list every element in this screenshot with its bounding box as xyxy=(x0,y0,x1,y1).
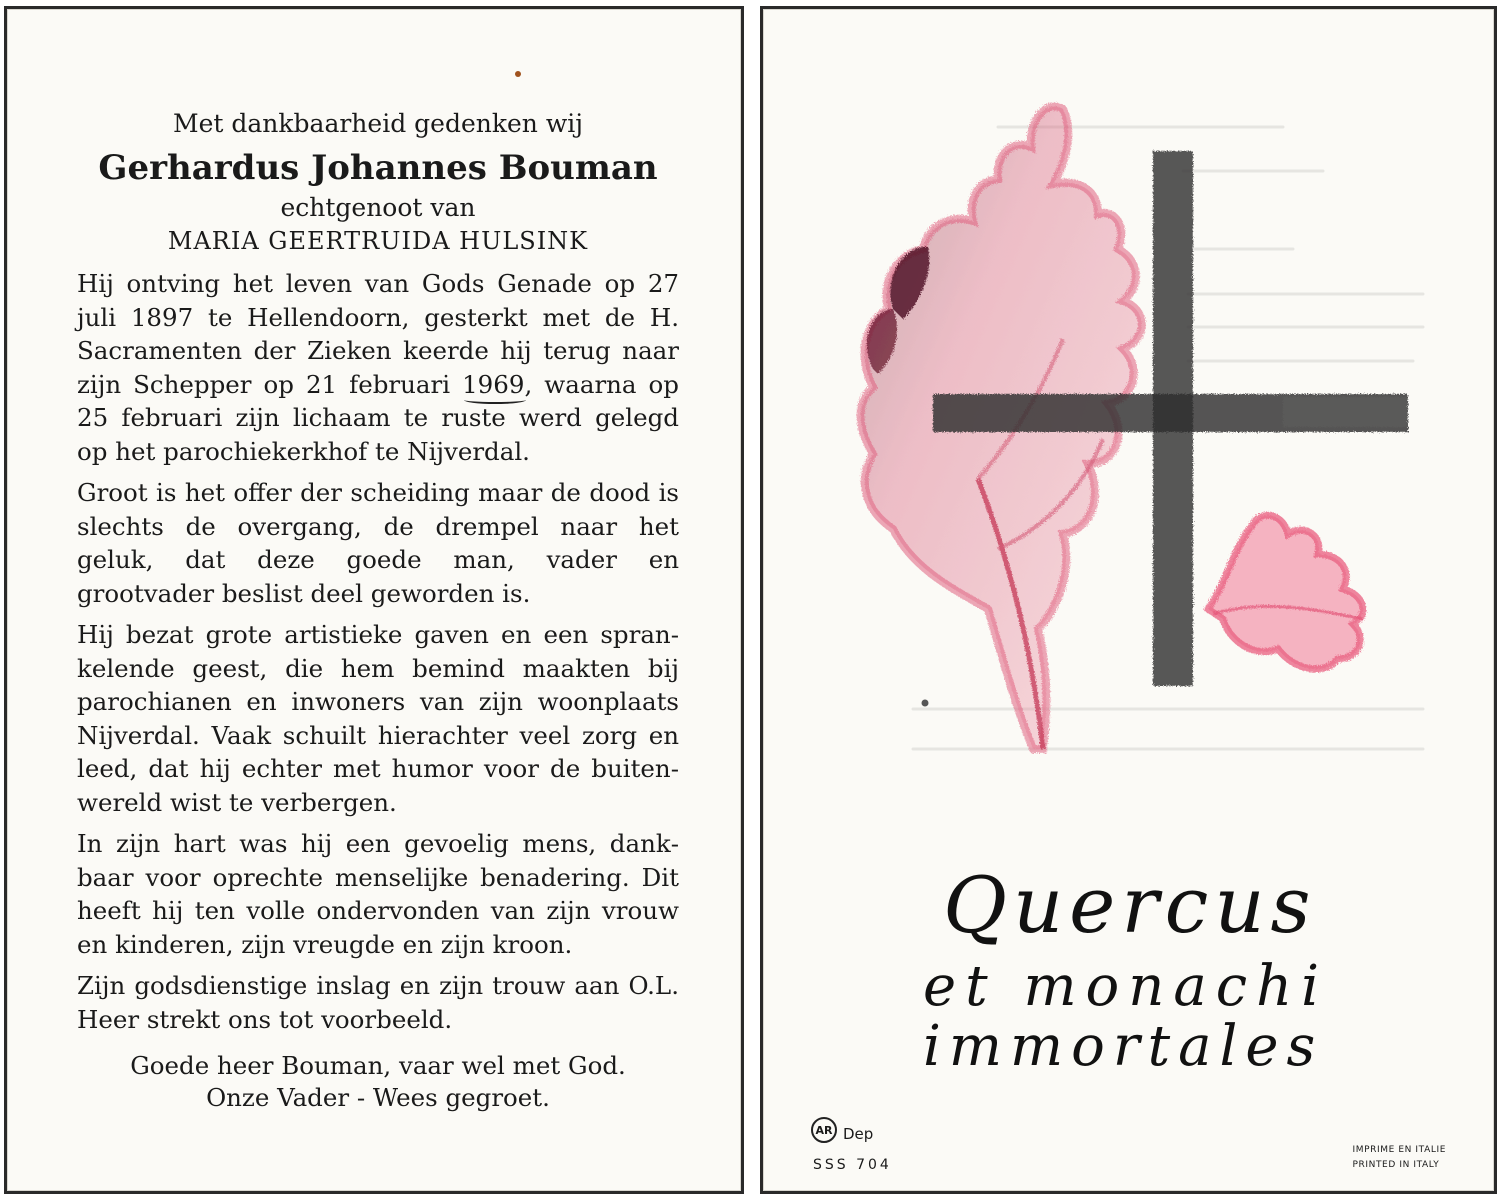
paragraph-faith: Zijn godsdienstige inslag en zijn trouw aan O.L. Heer strekt ons tot voorbeeld. xyxy=(77,971,679,1034)
imprint-line-1: IMPRIME EN ITALIE xyxy=(1352,1145,1446,1155)
publisher-logo-icon: AR xyxy=(811,1117,837,1143)
imprint-note xyxy=(1352,1143,1446,1173)
ink-speck xyxy=(922,700,929,707)
oak-leaf-small xyxy=(1208,515,1363,669)
paragraph-character: Hij bezat grote artistieke gaven en een sprankelende geest, die hem bemind maakten bij parochianen en inwoners van zijn woonplaats Nijverdal. Vaak schuilt hierachter veel zorg en leed, dat hij echter met humor voor de buitenwereld wist te verbergen. xyxy=(77,620,679,817)
deceased-name: Gerhardus Johannes Bouman xyxy=(98,148,658,188)
motto-line-2: et monachi xyxy=(923,954,1329,1019)
spouse-name: MARIA GEERTRUIDA HULSINK xyxy=(167,227,589,255)
deposit-label: Dep xyxy=(843,1125,874,1143)
closing-line-1: Goede heer Bouman, vaar wel met God. xyxy=(130,1051,626,1080)
memorial-card-image-side xyxy=(760,6,1497,1194)
imprint-line-2: PRINTED IN ITALY xyxy=(1352,1160,1440,1170)
paragraph-farewell: Groot is het offer der scheiding maar de dood is slechts de overgang, de drempel naar het geluk, dat deze goede man, vader en grootvader beslist deel geworden is. xyxy=(77,478,679,608)
death-year: 1969, xyxy=(462,368,532,402)
series-number: SSS 704 xyxy=(813,1157,892,1173)
motto-line-3: immortales xyxy=(923,1014,1324,1079)
intro-line: Met dankbaarheid gedenken wij xyxy=(173,109,583,138)
memorial-text xyxy=(77,107,679,1114)
relation-line: echtgenoot van xyxy=(280,193,476,222)
closing-line-2: Onze Vader - Wees gegroet. xyxy=(206,1083,550,1112)
ink-spot xyxy=(515,71,521,77)
paragraph-family: In zijn hart was hij een gevoelig mens, dankbaar voor oprechte menselijke benadering. Dit heeft hij ten volle ondervonden van zijn vrouw en kinderen, zijn vreugde en zijn kroon. xyxy=(77,829,679,959)
paragraph-life: Hij ontving het leven van Gods Genade op 27 juli 1897 te Hellendoorn, gesterkt met de H. Sacramenten der Zieken keerde hij terug naar zijn Schepper op 21 februari 1969, waarna op 25 februari zijn lichaam te ruste werd gelegd op het parochiekerkhof te Nijverdal. xyxy=(77,269,679,466)
motto-line-1: Quercus xyxy=(943,861,1317,951)
memorial-card-text-side xyxy=(4,6,744,1194)
